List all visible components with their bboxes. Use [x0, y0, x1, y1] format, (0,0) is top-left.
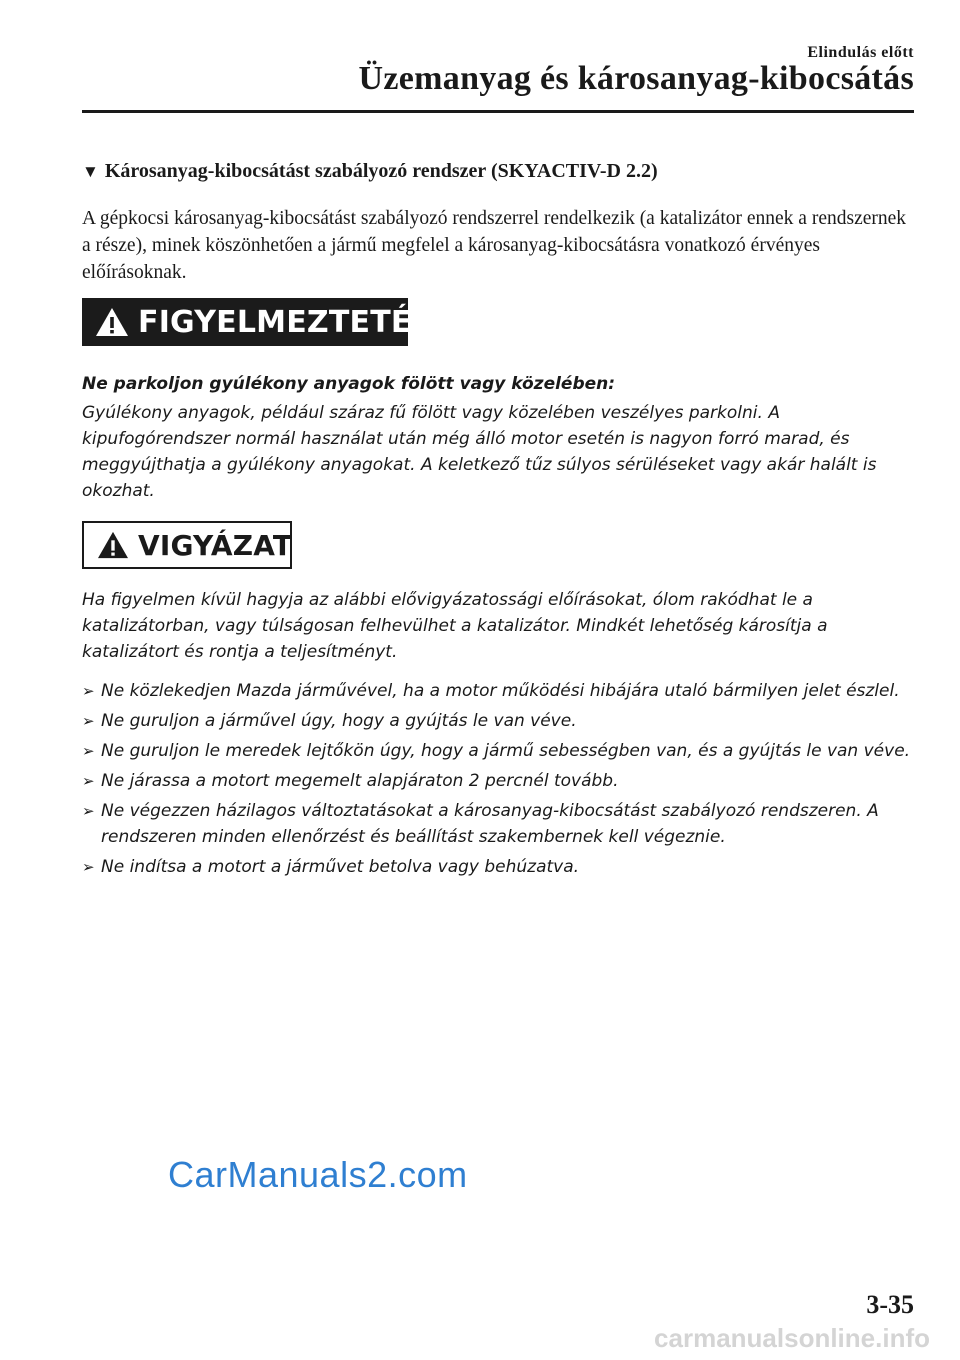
- triangle-down-icon: ▼: [82, 162, 99, 181]
- warning-banner: [82, 298, 434, 346]
- footer-watermark-url: carmanualsonline.info: [654, 1323, 930, 1353]
- warning-triangle-icon: [96, 530, 130, 560]
- list-item: [82, 738, 914, 764]
- bullet-text: Ne indítsa a motort a járművet betolva vagy behúzatva.: [101, 857, 580, 877]
- warning-heading: Ne parkoljon gyúlékony anyagok fölött vagy közelében:: [82, 374, 616, 394]
- bullet-text: Ne közlekedjen Mazda járművével, ha a motor működési hibájára utaló bármilyen jelet észlel.: [101, 681, 900, 701]
- subsection-heading: [82, 160, 658, 183]
- bullet-text: Ne járassa a motort megemelt alapjáraton 2 percnél tovább.: [101, 771, 619, 791]
- caution-label: VIGYÁZAT: [138, 528, 293, 562]
- caution-banner: [82, 521, 292, 569]
- list-item: [82, 768, 914, 794]
- warning-body: Gyúlékony anyagok, például száraz fű fölött vagy közelében veszélyes parkolni. A kipufogórendszer normál használat után még álló motor esetén is nagyon forró marad, és meggyújthatja a gyúlékony anyagokat. A keletkező tűz súlyos sérüléseket vagy akár halált is okozhat.: [82, 403, 877, 501]
- arrow-bullet-icon: ➢: [82, 802, 95, 820]
- arrow-bullet-icon: ➢: [82, 712, 95, 730]
- list-item: [82, 708, 914, 734]
- section-label: Elindulás előtt: [807, 44, 914, 61]
- intro-paragraph: A gépkocsi károsanyag-kibocsátást szabályozó rendszerrel rendelkezik (a katalizátor ennek a rendszernek a része), minek köszönhetően a jármű megfelel a károsanyag-kibocsátásra vonatkozó érvényes előírásoknak.: [82, 208, 907, 283]
- page-number: 3-35: [866, 1290, 914, 1319]
- list-item: [82, 798, 914, 850]
- bullet-text: Ne végezzen házilagos változtatásokat a károsanyag-kibocsátást szabályozó rendszeren. A rendszeren minden ellenőrzést és beállítást szakembernek kell végeznie.: [101, 801, 879, 847]
- warning-label: FIGYELMEZTETÉS: [138, 304, 434, 340]
- bullet-text: Ne guruljon a járművel úgy, hogy a gyújtás le van véve.: [101, 711, 577, 731]
- list-item: [82, 854, 914, 880]
- warning-triangle-icon: [94, 306, 130, 338]
- arrow-bullet-icon: ➢: [82, 858, 95, 876]
- header-rule: [82, 110, 914, 113]
- arrow-bullet-icon: ➢: [82, 772, 95, 790]
- watermark: CarManuals2.com: [168, 1154, 468, 1195]
- subsection-title: Károsanyag-kibocsátást szabályozó rendszer (SKYACTIV-D 2.2): [104, 160, 658, 182]
- chapter-title: Üzemanyag és károsanyag-kibocsátás: [358, 60, 914, 97]
- bullet-text: Ne guruljon le meredek lejtőkön úgy, hogy a jármű sebességben van, és a gyújtás le van véve.: [101, 741, 911, 761]
- caution-bullet-list: [82, 678, 914, 884]
- caution-body: Ha figyelmen kívül hagyja az alábbi elővigyázatossági előírásokat, ólom rakódhat le a katalizátorban, vagy túlságosan felhevülhet a katalizátor. Mindkét lehetőség károsítja a katalizátort és rontja a teljesítményt.: [82, 590, 828, 662]
- arrow-bullet-icon: ➢: [82, 742, 95, 760]
- arrow-bullet-icon: ➢: [82, 682, 95, 700]
- list-item: [82, 678, 914, 704]
